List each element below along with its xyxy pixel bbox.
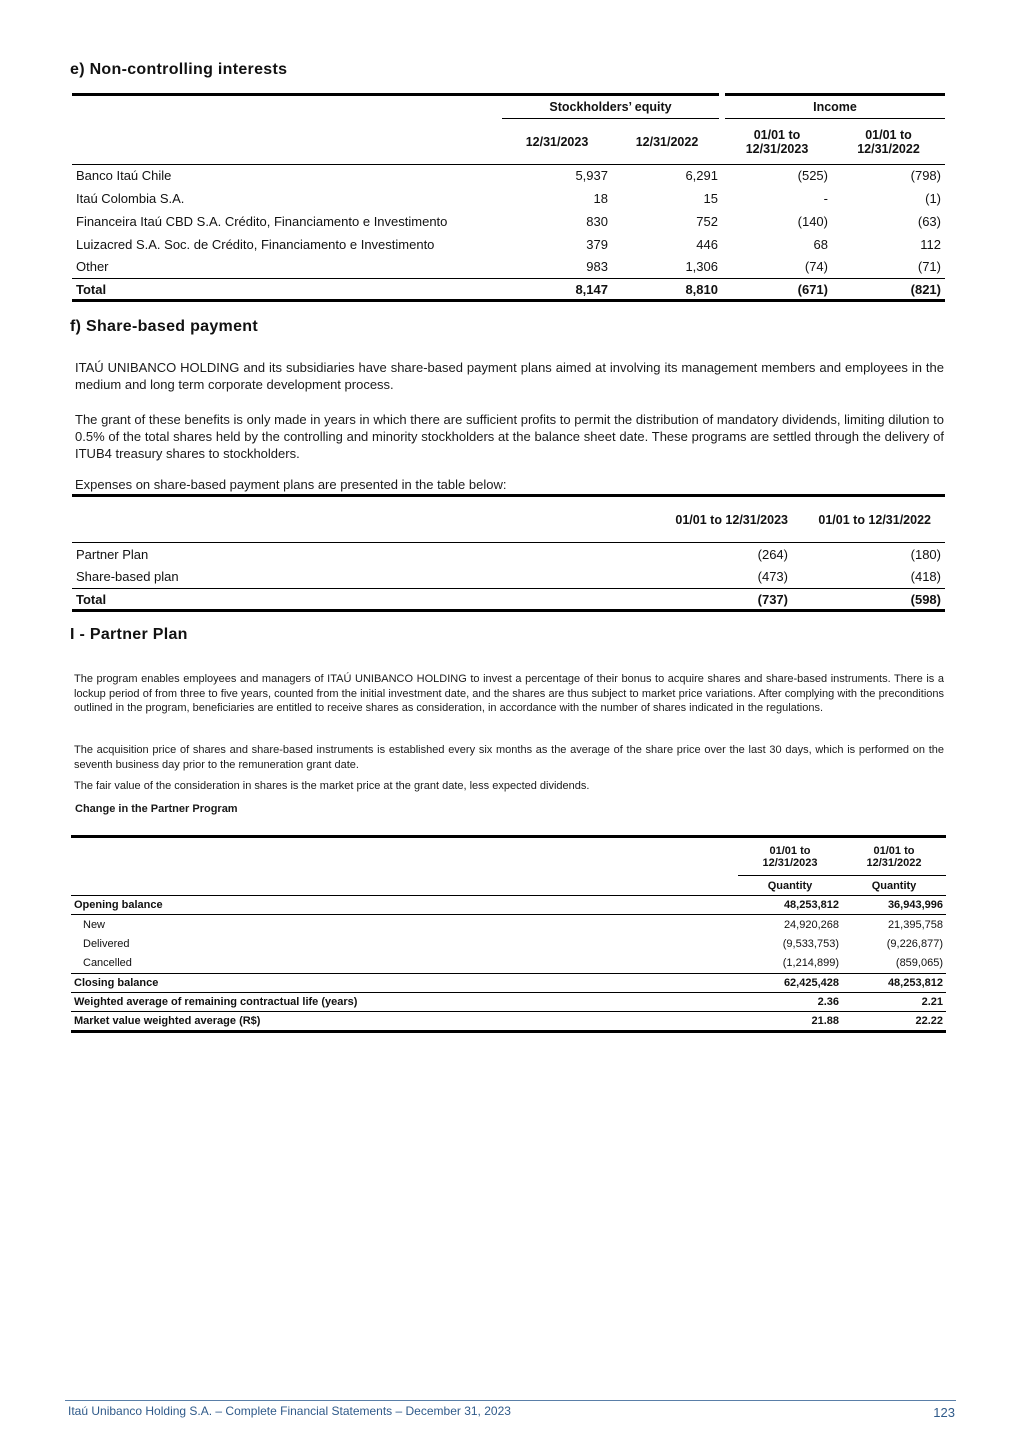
closing-balance-row: Closing balance 62,425,428 48,253,812: [71, 974, 946, 993]
total-row: Total 8,147 8,810 (671) (821): [72, 279, 945, 301]
quantity-header-2023: Quantity: [767, 879, 813, 892]
partner-plan-paragraph-1: The program enables employees and managers of ITAÚ UNIBANCO HOLDING to invest a percentage of their bonus to acquire shares and share-based instruments. There is a lockup period of from three to five years, counted from the initial investment date, and the shares are thus subject to market price variations. After complying with the preconditions outlined in the program, beneficiaries are entitled to receive shares as consideration, in accordance with the number of shares indicated in the regulations.: [74, 673, 944, 715]
table-header-row: [72, 119, 945, 165]
share-based-expenses-intro: Expenses on share-based payment plans are presented in the table below:: [75, 477, 507, 492]
page-number: 123: [933, 1405, 955, 1420]
table-row: Financeira Itaú CBD S.A. Crédito, Financiamento e Investimento 830 752 (140) (63): [76, 213, 941, 229]
col-header-equity-2022: 12/31/2022: [635, 134, 699, 149]
partner-program-table: [71, 835, 946, 1033]
col-header-2023: 01/01 to 12/31/2023: [675, 512, 788, 527]
group-header-equity: Stockholders’ equity: [502, 95, 722, 119]
non-controlling-interests-table: [72, 93, 945, 302]
table-header-group-row: [72, 95, 945, 119]
market-value-row: Market value weighted average (R$) 21.88 22.22: [71, 1012, 946, 1032]
col-header-2022: 01/01 to 12/31/2022: [818, 512, 931, 527]
table-row: New 24,920,268 21,395,758: [83, 918, 943, 931]
share-based-grant-paragraph: The grant of these benefits is only made in years in which there are sufficient profits to permit the distribution of mandatory dividends, limiting dilution to 0.5% of the total shares held by the controlling and minority stockholders at the balance sheet date. These programs are settled through the delivery of ITUB4 treasury shares to stockholders.: [75, 412, 944, 461]
table-row: Other 983 1,306 (74) (71): [72, 256, 945, 279]
opening-balance-row: Opening balance 48,253,812 36,943,996: [71, 896, 946, 915]
section-f-title: f) Share-based payment: [70, 318, 258, 335]
share-based-intro-paragraph: ITAÚ UNIBANCO HOLDING and its subsidiaries have share-based payment plans aimed at involving its management members and employees in the medium and long term corporate development process.: [75, 360, 944, 392]
col-header-2022: 01/01 to 12/31/2022: [842, 837, 946, 876]
col-header-income-2023: 01/01 to 12/31/2023: [745, 127, 809, 156]
table-row: Cancelled (1,214,899) (859,065): [71, 954, 946, 974]
total-row: Total (737) (598): [72, 589, 945, 611]
table-row: Share-based plan (473) (418): [72, 566, 945, 589]
partner-program-subtitle: Change in the Partner Program: [75, 803, 238, 815]
col-header-equity-2023: 12/31/2023: [525, 134, 589, 149]
table-row: Luizacred S.A. Soc. de Crédito, Financiamento e Investimento 379 446 68 112: [76, 236, 941, 252]
section-e-title: e) Non-controlling interests: [70, 61, 288, 78]
table-header-row: [71, 837, 946, 876]
partner-plan-title: I - Partner Plan: [70, 626, 188, 643]
table-header-row: [72, 496, 945, 543]
share-based-expenses-table: [72, 494, 945, 612]
table-row: Banco Itaú Chile 5,937 6,291 (525) (798): [76, 168, 941, 184]
table-row: Delivered (9,533,753) (9,226,877): [83, 938, 943, 950]
partner-plan-paragraph-2: The acquisition price of shares and share-based instruments is established every six months as the average of the share price over the last 30 days, which is performed on the seventh business day prior to the remuneration grant date.: [74, 744, 944, 771]
footer-text: Itaú Unibanco Holding S.A. – Complete Financial Statements – December 31, 2023: [68, 1404, 511, 1418]
partner-plan-paragraph-3: The fair value of the consideration in shares is the market price at the grant date, less expected dividends.: [74, 780, 590, 792]
table-subheader-row: [71, 876, 946, 896]
table-row: Itaú Colombia S.A. 18 15 - (1): [76, 190, 941, 206]
col-header-income-2022: 01/01 to 12/31/2022: [857, 127, 920, 156]
quantity-header-2022: Quantity: [871, 879, 917, 892]
table-row: Partner Plan (264) (180): [76, 546, 941, 562]
col-header-2023: 01/01 to 12/31/2023: [738, 837, 842, 876]
footer-divider: [65, 1400, 956, 1401]
group-header-income: Income: [722, 95, 945, 119]
weighted-life-row: Weighted average of remaining contractual life (years) 2.36 2.21: [71, 993, 946, 1012]
